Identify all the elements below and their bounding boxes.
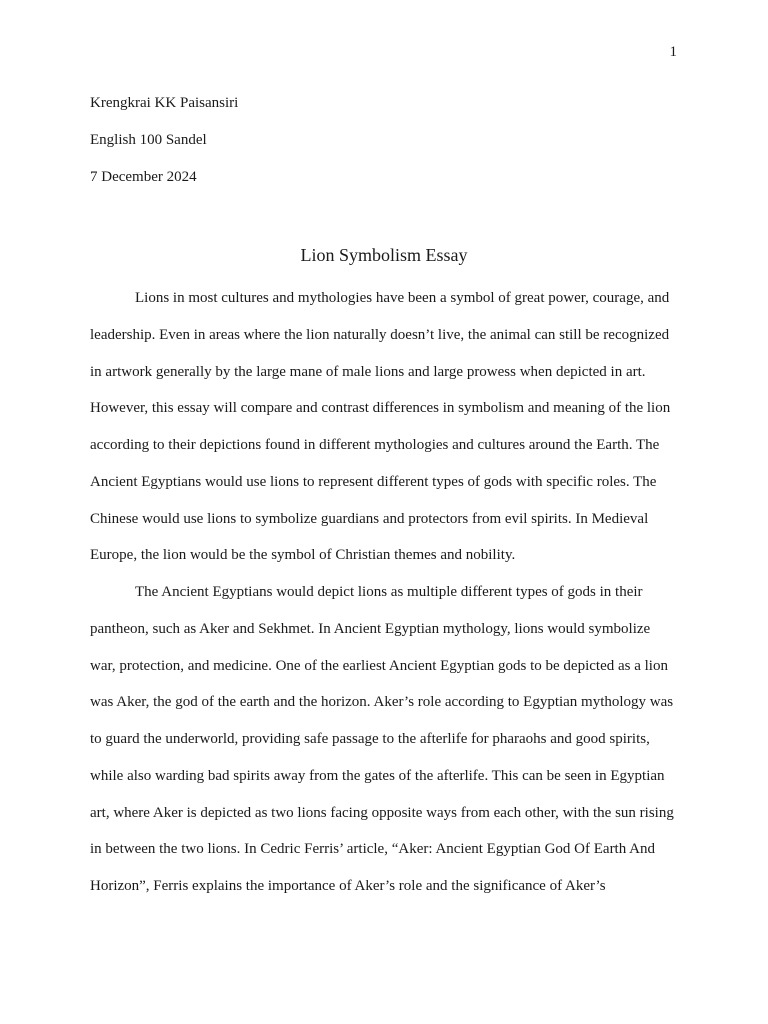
paragraph-2 [90, 581, 680, 912]
essay-body [90, 287, 680, 912]
text-line: leadership. Even in areas where the lion naturally doesn’t live, the animal can still be recognized [90, 326, 670, 343]
essay-date: 7 December 2024 [90, 169, 197, 185]
text-line: However, this essay will compare and contrast differences in symbolism and meaning of the lion [90, 400, 671, 417]
text-line: while also warding bad spirits away from the gates of the afterlife. This can be seen in Egyptian [90, 767, 665, 784]
text-line: Lions in most cultures and mythologies have been a symbol of great power, courage, and [135, 290, 670, 306]
course-name: English 100 Sandel [90, 132, 207, 148]
text-line: Ancient Egyptians would use lions to represent different types of gods with specific roles. The [90, 473, 657, 490]
text-line: pantheon, such as Aker and Sekhmet. In Ancient Egyptian mythology, lions would symbolize [90, 620, 651, 637]
text-line: to guard the underworld, providing safe passage to the afterlife for pharaohs and good spirits, [90, 731, 650, 747]
page-number: 1 [669, 44, 677, 60]
text-line: war, protection, and medicine. One of the earliest Ancient Egyptian gods to be depicted as a lion [90, 657, 668, 674]
text-line: in between the two lions. In Cedric Ferris’ article, “Aker: Ancient Egyptian God Of Earth And [90, 841, 655, 858]
text-line: was Aker, the god of the earth and the horizon. Aker’s role according to Egyptian mythology was [90, 694, 674, 711]
author-name: Krengkrai KK Paisansiri [90, 95, 239, 111]
text-line: Europe, the lion would be the symbol of Christian themes and nobility. [90, 547, 516, 564]
text-line: according to their depictions found in different mythologies and cultures around the Earth. The [90, 437, 660, 453]
essay-title: Lion Symbolism Essay [300, 245, 468, 265]
text-line: Chinese would use lions to symbolize guardians and protectors from evil spirits. In Medieval [90, 510, 649, 527]
text-line: art, where Aker is depicted as two lions facing opposite ways from each other, with the sun rising [90, 804, 674, 821]
text-line: The Ancient Egyptians would depict lions as multiple different types of gods in their [135, 584, 643, 600]
paragraph-1 [90, 287, 680, 581]
text-line: in artwork generally by the large mane of male lions and large prowess when depicted in art. [90, 363, 646, 380]
text-line: Horizon”, Ferris explains the importance of Aker’s role and the significance of Aker’s [90, 878, 606, 894]
